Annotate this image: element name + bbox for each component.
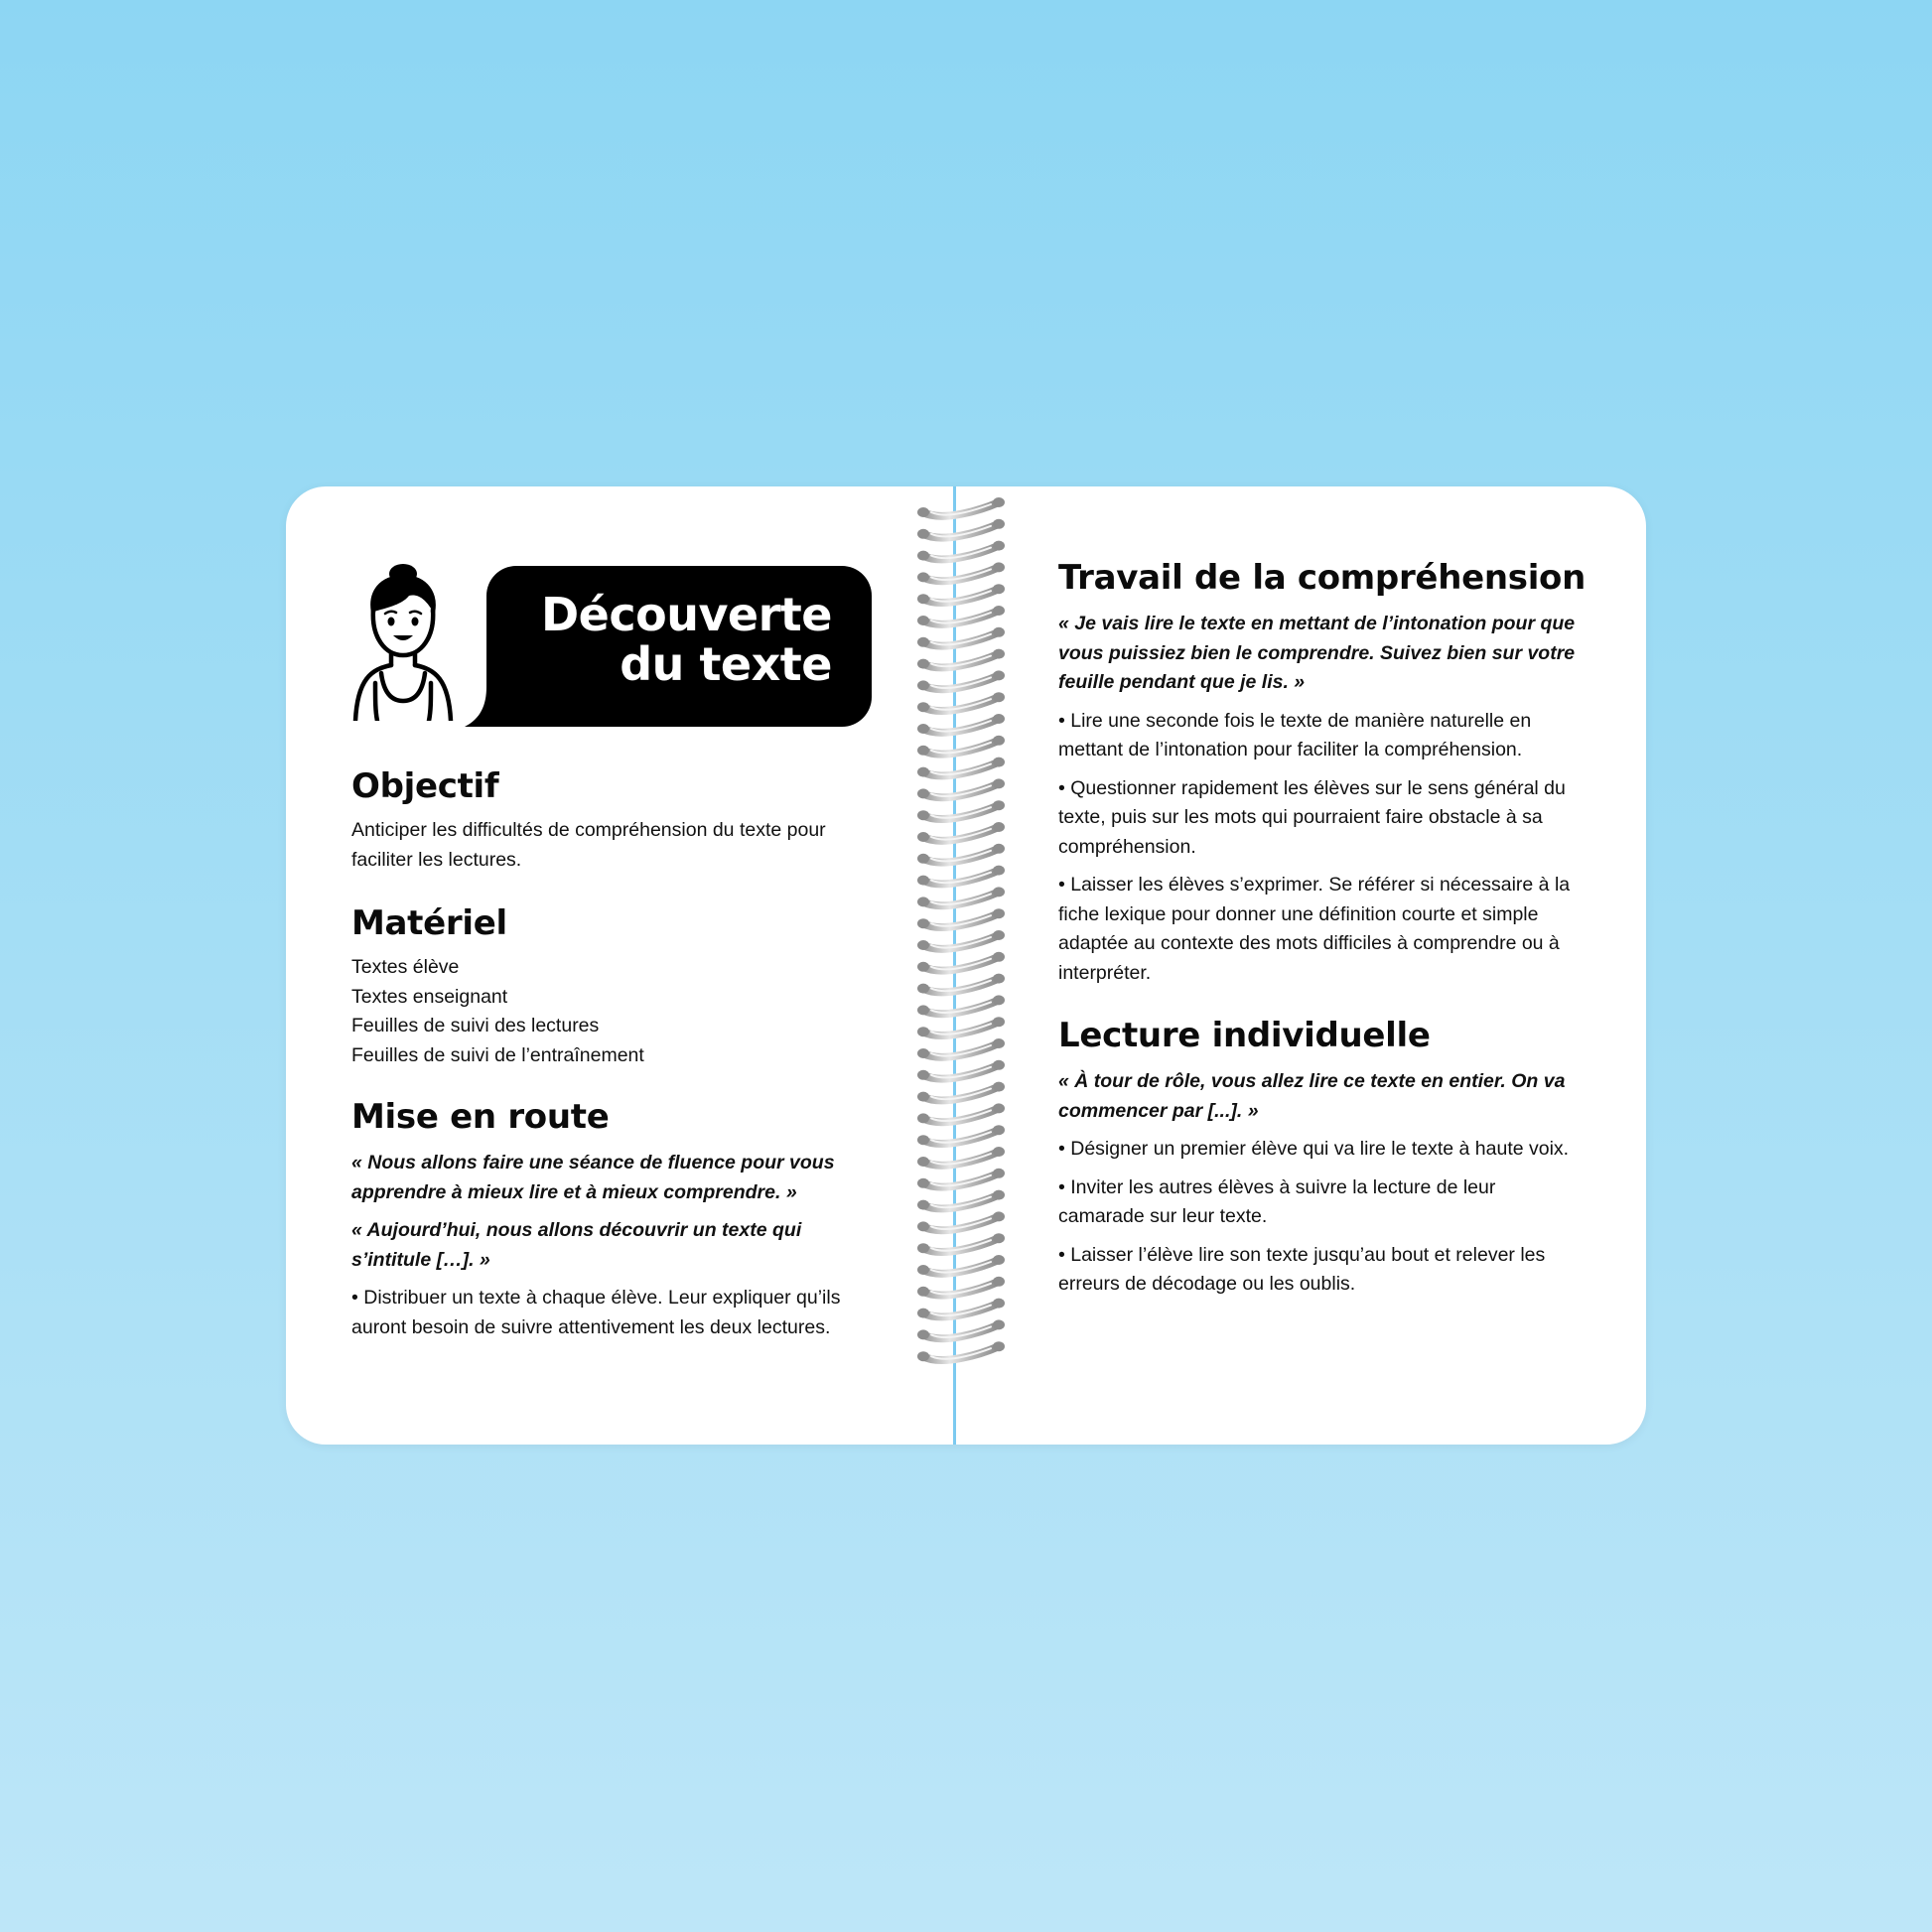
spiral-ring — [917, 670, 1005, 690]
spiral-ring — [917, 1255, 1005, 1275]
spiral-ring — [917, 1299, 1005, 1318]
lecture-bullet: • Inviter les autres élèves à suivre la lecture de leur camarade sur leur texte. — [1058, 1175, 1496, 1227]
spiral-ring — [917, 1233, 1005, 1253]
page-title — [541, 590, 832, 689]
spiral-ring — [917, 541, 1005, 561]
objectif-section — [351, 766, 878, 875]
lecture-heading: Lecture individuelle — [1058, 1016, 1431, 1055]
spiral-ring — [917, 800, 1005, 820]
spiral-ring — [917, 519, 1005, 539]
spiral-ring — [917, 1060, 1005, 1080]
left-page — [351, 486, 878, 1445]
travail-bullet: • Questionner rapidement les élèves sur le sens général du texte, puis sur les mots qui pourraient faire obstacle à sa compréhension. — [1058, 776, 1566, 858]
notebook — [286, 486, 1646, 1445]
spiral-ring — [917, 908, 1005, 928]
lecture-bullet: • Désigner un premier élève qui va lire le texte à haute voix. — [1058, 1138, 1570, 1160]
lecture-quote: « À tour de rôle, vous allez lire ce texte en entier. On va commencer par [...]. » — [1058, 1070, 1566, 1122]
spiral-ring — [917, 1103, 1005, 1123]
spiral-ring — [917, 1319, 1005, 1339]
spiral-ring — [917, 758, 1005, 777]
spiral-ring — [917, 995, 1005, 1015]
materiel-heading: Matériel — [351, 903, 507, 943]
spiral-ring — [917, 1017, 1005, 1036]
spiral-ring — [917, 627, 1005, 647]
materiel-item: Textes élève — [351, 956, 460, 978]
page-title-line1: Découverte — [540, 588, 832, 641]
spiral-ring — [917, 1038, 1005, 1058]
spiral-ring — [917, 887, 1005, 906]
objectif-heading: Objectif — [351, 766, 499, 806]
materiel-item: Textes enseignant — [351, 985, 508, 1008]
travail-section — [1058, 558, 1585, 988]
spiral-ring — [917, 1125, 1005, 1145]
lecture-bullet: • Laisser l’élève lire son texte jusqu’au bout et relever les erreurs de décodage ou les oublis. — [1058, 1243, 1546, 1295]
spiral-ring — [917, 736, 1005, 756]
spiral-ring — [917, 714, 1005, 734]
mise-en-route-quote: « Nous allons faire une séance de fluence pour vous apprendre à mieux lire et à mieux comprendre. » — [351, 1152, 835, 1203]
materiel-item: Feuilles de suivi des lectures — [351, 1015, 600, 1036]
materiel-section — [351, 903, 878, 1070]
spiral-ring — [917, 974, 1005, 994]
spiral-ring — [917, 778, 1005, 798]
spiral-ring — [917, 1147, 1005, 1167]
title-header — [351, 562, 878, 726]
spiral-ring — [917, 930, 1005, 950]
mise-en-route-section — [351, 1097, 878, 1342]
spiral-ring — [917, 606, 1005, 625]
spiral-ring — [917, 844, 1005, 864]
teacher-woman-icon — [351, 562, 455, 721]
spiral-binding-icon — [911, 486, 1011, 1445]
right-page — [1058, 486, 1585, 1445]
spiral-ring — [917, 1341, 1005, 1361]
spiral-ring — [917, 822, 1005, 842]
materiel-item: Feuilles de suivi de l’entraînement — [351, 1043, 644, 1066]
spiral-ring — [917, 584, 1005, 604]
spiral-ring — [917, 562, 1005, 582]
spiral-ring — [917, 1190, 1005, 1210]
spiral-ring — [917, 1211, 1005, 1231]
mise-en-route-quote: « Aujourd’hui, nous allons découvrir un texte qui s’intitule […]. » — [351, 1219, 802, 1271]
spiral-ring — [917, 692, 1005, 712]
lecture-section — [1058, 1016, 1585, 1300]
mise-en-route-heading: Mise en route — [351, 1097, 610, 1137]
spiral-ring — [917, 1169, 1005, 1188]
spiral-ring — [917, 497, 1005, 517]
spiral-ring — [917, 649, 1005, 669]
travail-bullet: • Laisser les élèves s’exprimer. Se référer si nécessaire à la fiche lexique pour donner une définition courte et simple adaptée au contexte des mots difficiles à comprendre ou à interpréter. — [1058, 874, 1571, 984]
page-title-line2: du texte — [620, 637, 832, 691]
spiral-ring — [917, 866, 1005, 886]
travail-heading: Travail de la compréhension — [1058, 558, 1587, 598]
travail-quote: « Je vais lire le texte en mettant de l’intonation pour que vous puissiez bien le comprendre. Suivez bien sur votre feuille pendant que je lis. » — [1058, 613, 1576, 693]
travail-bullet: • Lire une seconde fois le texte de manière naturelle en mettant de l’intonation pour faciliter la compréhension. — [1058, 709, 1532, 760]
spiral-ring — [917, 952, 1005, 972]
spiral-ring — [917, 1082, 1005, 1102]
objectif-text: Anticiper les difficultés de compréhension du texte pour faciliter les lectures. — [351, 819, 826, 871]
spiral-ring — [917, 1277, 1005, 1297]
mise-en-route-bullet: • Distribuer un texte à chaque élève. Leur expliquer qu’ils auront besoin de suivre attentivement les deux lectures. — [351, 1287, 841, 1338]
